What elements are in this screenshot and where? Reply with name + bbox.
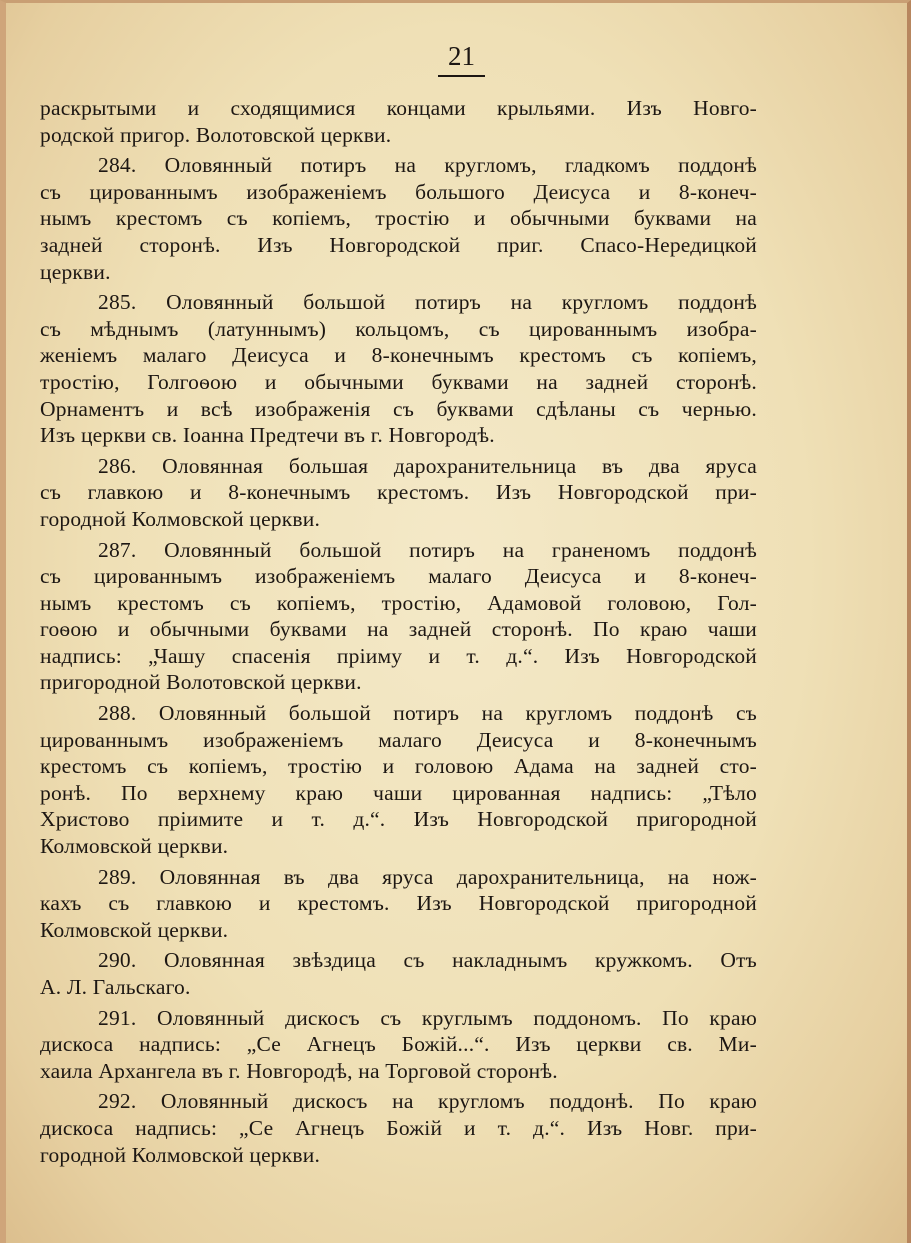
text-line: нымъ крестомъ съ копіемъ, тростію и обычными буквами на — [40, 206, 757, 231]
text-line: цированнымъ изображеніемъ малаго Деисуса и 8-конечнымъ — [40, 727, 757, 752]
text-line: Орнаментъ и всѣ изображенія съ буквами сдѣланы съ чернью. — [40, 396, 757, 421]
text-line: ронѣ. По верхнему краю чаши цированная надпись: „Тѣло — [40, 780, 757, 805]
text-line: дискоса надпись: „Се Агнецъ Божій...“. Изъ церкви св. Ми- — [40, 1032, 757, 1057]
text-line: гоѳою и обычными буквами на задней сторонѣ. По краю чаши — [40, 617, 757, 642]
text-line: раскрытыми и сходящимися концами крыльями. Изъ Новго- — [40, 96, 757, 120]
text-line: съ главкою и 8-конечнымъ крестомъ. Изъ Новгородской при- — [40, 480, 757, 505]
paragraph-first-line: 291. Оловянный дискосъ съ круглымъ поддономъ. По краю — [98, 1005, 757, 1030]
text-line: родской пригор. Волотовской церкви. — [40, 122, 392, 147]
text-line: Колмовской церкви. — [40, 834, 229, 859]
paragraph-first-line: 287. Оловянный большой потиръ на граненомъ поддонѣ — [98, 537, 757, 562]
paragraph-first-line: 285. Оловянный большой потиръ на кругломъ поддонѣ — [98, 290, 757, 315]
paragraph-first-line: 284. Оловянный потиръ на кругломъ, гладкомъ поддонѣ — [98, 153, 757, 178]
text-line: задней сторонѣ. Изъ Новгородской приг. Спасо-Нередицкой — [40, 232, 757, 257]
text-line: кахъ съ главкою и крестомъ. Изъ Новгородской пригородной — [40, 891, 757, 916]
text-line: нымъ крестомъ съ копіемъ, тростію, Адамовой головою, Гол- — [40, 590, 757, 615]
page-number: 21 — [438, 41, 485, 77]
text-line: А. Л. Гальскаго. — [40, 975, 191, 999]
body-text — [40, 95, 757, 1168]
text-line: пригородной Волотовской церкви. — [40, 670, 362, 695]
text-line: Изъ церкви св. Іоанна Предтечи въ г. Новгородѣ. — [40, 423, 495, 448]
page-header — [6, 41, 911, 77]
text-line: Колмовской церкви. — [40, 917, 229, 942]
paragraph-first-line: 288. Оловянный большой потиръ на кругломъ поддонѣ съ — [98, 701, 757, 726]
text-line: съ цированнымъ изображеніемъ большого Деисуса и 8-конеч- — [40, 179, 757, 204]
text-line: Христово пріимите и т. д.“. Изъ Новгородской пригородной — [40, 807, 757, 832]
paragraph-first-line: 292. Оловянный дискосъ на кругломъ поддонѣ. По краю — [98, 1089, 757, 1114]
text-line: дискоса надпись: „Се Агнецъ Божій и т. д.“. Изъ Новг. при- — [40, 1115, 757, 1140]
paragraph-first-line: 290. Оловянная звѣздица съ накладнымъ кружкомъ. Отъ — [98, 948, 757, 973]
text-line: городной Колмовской церкви. — [40, 1142, 321, 1167]
text-line: надпись: „Чашу спасенія пріиму и т. д.“. Изъ Новгородской — [40, 643, 757, 668]
text-line: крестомъ съ копіемъ, тростію и головою Адама на задней сто- — [40, 754, 757, 779]
text-line: съ цированнымъ изображеніемъ малаго Деисуса и 8-конеч- — [40, 564, 757, 589]
paragraph-first-line: 286. Оловянная большая дарохранительница въ два яруса — [98, 453, 757, 478]
text-line: городной Колмовской церкви. — [40, 506, 321, 531]
text-line: женіемъ малаго Деисуса и 8-конечнымъ крестомъ съ копіемъ, — [40, 343, 757, 368]
text-line: тростію, Голгоѳою и обычными буквами на задней сторонѣ. — [40, 369, 757, 394]
text-line: съ мѣднымъ (латуннымъ) кольцомъ, съ цированнымъ изобра- — [40, 316, 757, 341]
text-line: хаила Архангела въ г. Новгородѣ, на Торговой сторонѣ. — [40, 1058, 558, 1083]
text-line: церкви. — [40, 259, 111, 284]
paragraph-first-line: 289. Оловянная въ два яруса дарохранительница, на нож- — [98, 864, 757, 889]
